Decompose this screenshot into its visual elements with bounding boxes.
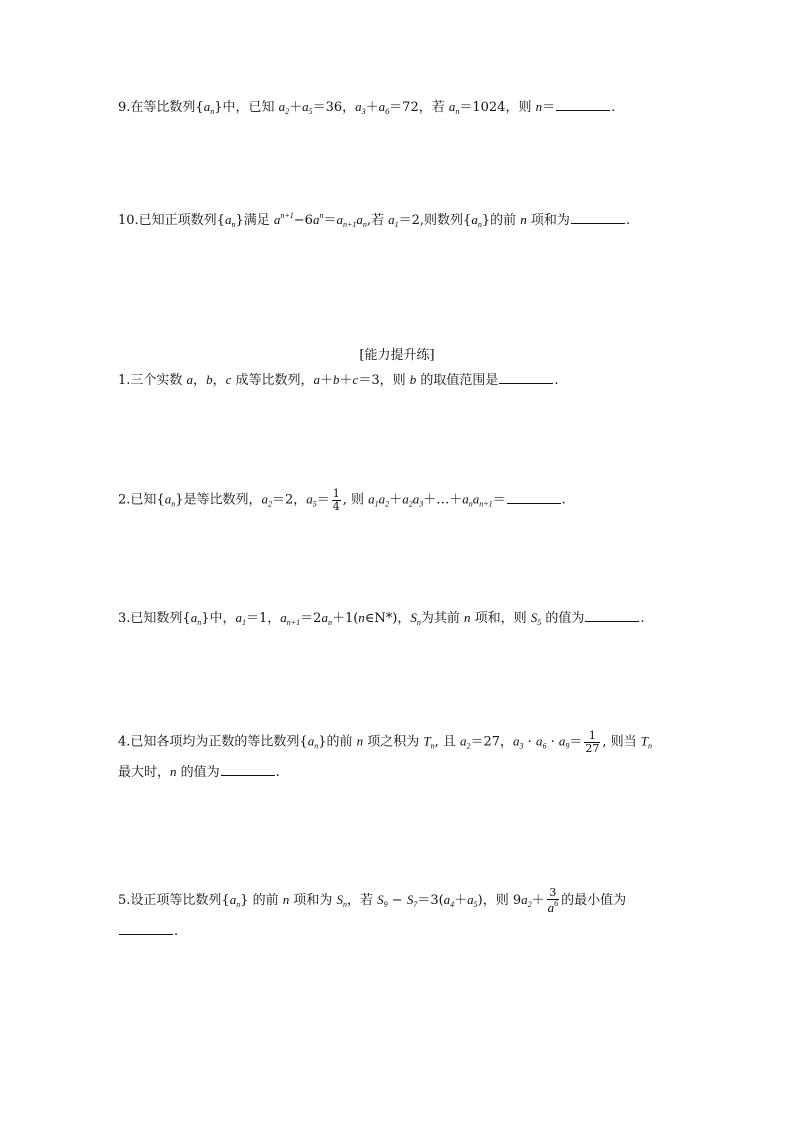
answer-blank[interactable] <box>221 766 275 776</box>
question-p4-cont: 最大时，n 的值为 . <box>118 764 280 780</box>
answer-blank[interactable] <box>556 101 610 111</box>
question-p2: 2.已知$\{a_n\}$是等比数列，$a_2=2$，$a_5=$ $\frac{1}{4}$ , 则 $a_1a_2+a_2a_3+\dots+a_na_{n+1}=$ . <box>118 487 566 513</box>
question-p1: 1.三个实数 a，b，c 成等比数列，a＋b＋c＝3，则 b 的取值范围是 . <box>118 372 559 388</box>
fraction: $\frac{3}{a^6}$ <box>547 886 559 915</box>
question-p3: 3.已知数列$\{a_n\}$中，$a_1=1$，$a_{n+1}=2a_n+1(n\in N*)$，$S_n$为其前 n 项和，则 $S_5$ 的值为 . <box>118 610 645 627</box>
section-title: [能力提升练] <box>359 348 435 363</box>
answer-blank[interactable] <box>499 374 553 384</box>
fraction: $\frac{1}{27}$ <box>585 729 600 755</box>
answer-blank[interactable] <box>571 214 625 224</box>
question-10: 10.已知正项数列$\{a_n\}$满足 $a^{n+1}-6a^n=a_{n+1}a_n$,若 $a_1=2$,则数列$\{a_n\}$的前 n 项和为 . <box>118 211 630 229</box>
question-9: 9.在等比数列$\{a_n\}$中，已知 $a_2+a_5=36$，$a_3+a_6=72$，若 $a_n=1024$，则 n＝ . <box>118 99 616 116</box>
question-p5-cont: . <box>118 925 178 938</box>
fraction: $\frac{1}{4}$ <box>332 487 340 513</box>
answer-blank[interactable] <box>585 612 639 622</box>
answer-blank[interactable] <box>507 494 561 504</box>
answer-blank[interactable] <box>119 925 173 935</box>
question-p4: 4.已知各项均为正数的等比数列$\{a_n\}$的前 n 项之积为 $T_n$, 且 $a_2=27$，$a_3 \cdot a_6 \cdot a_9=$ $\frac{1}{27}$ , 则当 $T_n$ <box>118 729 653 755</box>
question-p5: 5.设正项等比数列$\{a_n\}$ 的前 n 项和为 $S_n$，若 $S_9 - S_7=3(a_4+a_5)$，则 $9a_2+$ $\frac{3}{a^6}$ 的最小值为 <box>118 886 627 915</box>
